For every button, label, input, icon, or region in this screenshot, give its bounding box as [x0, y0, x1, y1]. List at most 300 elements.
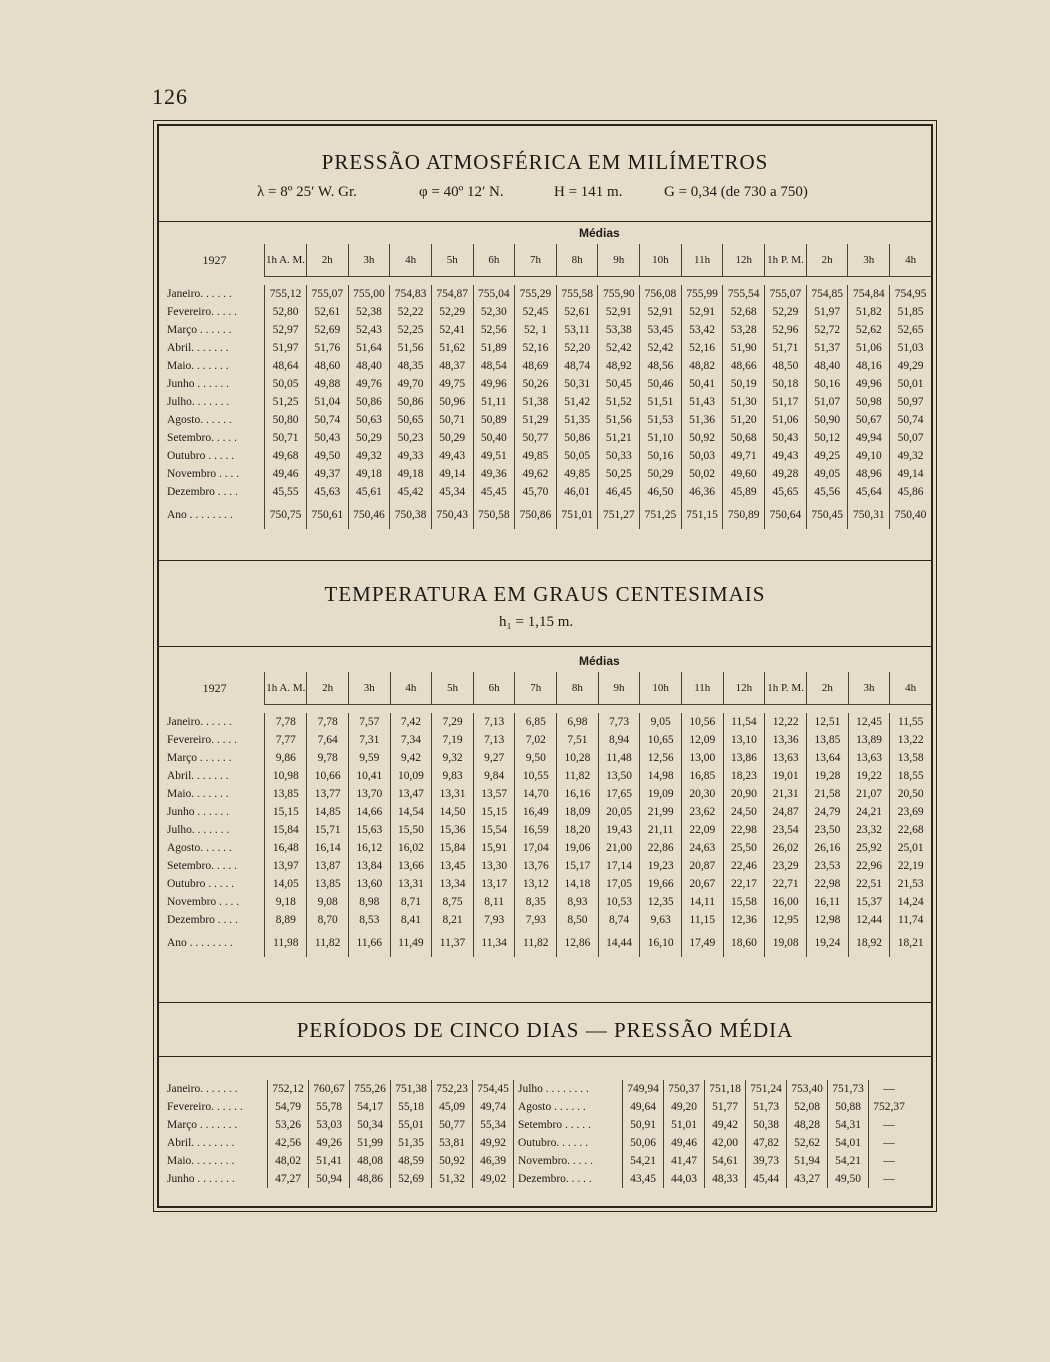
table-cell: 11,98	[265, 929, 307, 957]
table-row	[165, 1170, 909, 1188]
table-cell: 48,86	[350, 1170, 391, 1188]
table-cell: 16,10	[640, 929, 682, 957]
table-cell: 50,16	[640, 447, 682, 465]
table-cell: 750,37	[664, 1080, 705, 1098]
table-cell: 13,85	[807, 731, 849, 749]
table-cell: 7,64	[307, 731, 349, 749]
row-label: Dezembro . . . .	[167, 486, 238, 498]
table-cell: 54,01	[828, 1134, 869, 1152]
table-cell: 24,50	[723, 803, 765, 821]
table-cell: 751,27	[598, 501, 640, 529]
table-cell: 51,04	[306, 393, 348, 411]
table-cell: 51,76	[306, 339, 348, 357]
table-cell: 17,05	[598, 875, 640, 893]
table-cell: 9,84	[473, 767, 515, 785]
table-cell: 49,02	[473, 1170, 514, 1188]
table-cell: 15,54	[473, 821, 515, 839]
table-cell: 7,02	[515, 731, 557, 749]
table-cell: 8,53	[348, 911, 390, 929]
hour-header: 2h	[807, 672, 849, 705]
row-label: Maio. . . . . . .	[167, 788, 229, 800]
table-cell: 43,27	[787, 1170, 828, 1188]
table-cell: 52,41	[431, 321, 473, 339]
table-cell: 24,63	[681, 839, 723, 857]
table-cell: 50,45	[598, 375, 640, 393]
table-cell: 16,16	[557, 785, 599, 803]
table-cell: 755,00	[348, 285, 390, 303]
table-cell: 13,89	[848, 731, 890, 749]
table-cell: 18,92	[848, 929, 890, 957]
table-cell: 21,11	[640, 821, 682, 839]
table-cell: 50,33	[598, 447, 640, 465]
table-cell: —	[869, 1116, 910, 1134]
table-row	[165, 393, 931, 411]
table-cell: 13,63	[848, 749, 890, 767]
table-cell: 45,70	[515, 483, 557, 501]
table-cell: 750,86	[515, 501, 557, 529]
table-cell: 54,21	[623, 1152, 664, 1170]
table-cell: 49,64	[623, 1098, 664, 1116]
table-cell: 19,66	[640, 875, 682, 893]
table-cell: 23,54	[765, 821, 807, 839]
table-cell: 23,53	[807, 857, 849, 875]
latitude: φ = 40º 12′ N.	[419, 184, 504, 200]
table-cell: 50,86	[556, 429, 598, 447]
divider	[159, 1002, 931, 1003]
table-cell: 50,18	[765, 375, 807, 393]
table-cell: 49,51	[473, 447, 515, 465]
table-cell: —	[869, 1080, 910, 1098]
table-cell: 48,69	[515, 357, 557, 375]
tables-frame: PRESSÃO ATMOSFÉRICA EM MILÍMETROS λ = 8º 25′ W. Gr. φ = 40º 12′ N. H = 141 m. G = 0,34 (de 730 a 750) Médias 1927 1h A. M. 2h 3h 4h 5h 6h 7h 8h 9h 10h 11h 12h 1h P. M. 2h 3h 4h Janeiro. . . . . . 755,12 755,07 755,00 754,83 754,87 755,04 755,29 755,58 755,90 756,08 755,99 755,54 755,07 754,85 754,84 754,95 Fevereiro. . . . . 52,80 52,61 52,38 52,22 52,29 52,30 52,45 52,61 52,91 52,91 52,91 52,68 52,29 51,97 51,82 51,85 Março . . . . . . 52,97 52,69 52,43 52,25 52,41 52,56 52, 1 53,11 53,38 53,45 53,42 53,28 52,96 52,72 52,62 52,65 Abril. . . . . . . 51,97 51,76 51,64 51,56 51,62 51,89 52,16 52,20 52,42 52,42 52,16 51,90 51,71 51,37 51,06 51,03 Maio. . . . . . . 48,64 48,60 48,40 48,35 48,37 48,54 48,69 48,74 48,92 48,56 48,82 48,66 48,50 48,40 48,16 49,29 Junho . . . . . . 50,05 49,88 49,76 49,70 49,75 49,96 50,26 50,31 50,45 50,46 50,41 50,19 50,18 50,16 49,96 50,01 Julho. . . . . . . 51,25 51,04 50,86 50,86 50,96 51,11 51,38 51,42 51,52 51,51 51,43 51,30 51,17 51,07 50,98 50,97 Agosto. . . . . . 50,80 50,74 50,63 50,65 50,71 50,89 51,29 51,35 51,56 51,53 51,36 51,20 51,06 50,90 50,67 50,74 Setembro. . . . . 50,71 50,43 50,29 50,23 50,29 50,40 50,77 50,86 51,21 51,10 50,92 50,68 50,43 50,12 49,94 50,07 Outubro . . . . . 49,68 49,50 49,32 49,33 49,43 49,51 49,85 50,05 50,33 50,16 50,03 49,71 49,43 49,25 49,10 49,32 Novembro . . . . 49,46 49,37 49,18 49,18 49,14 49,36 49,62 49,85 50,25 50,29 50,02 49,60 49,28 49,05 48,96 49,14 Dezembro . . . . 45,55 45,63 45,61 45,42 45,34 45,45 45,70 46,01 46,45 46,50 46,36 45,89 45,65 45,56 45,64 45,86 Ano . . . . . . . . 750,75 750,61 750,46 750,38 750,43 750,58 750,86 751,01 751,27 751,25 751,15 750,89 750,64 750,45 750,31 750,40 TEMPERATURA EM GRAUS CENTESIMAIS h₁ = 1,15 m. Médias 1927 1h A. M. 2h 3h 4h 5h 6h 7h 8h 9h 10h 11h 12h 1h P. M. 2h 3h 4h Janeiro. . . . . . 7,78 7,78 7,57 7,42 7,29 7,13 6,85 6,98 7,73 9,05 10,56 11,54 12,22 12,51 12,45 11,55 Fevereiro. . . . . 7,77 7,64 7,31 7,34 7,19 7,13 7,02 7,51 8,94 10,65 12,09 13,10 13,36 13,85 13,89 13,22 Março . . . . . . 9,86 9,78 9,59 9,42 9,32 9,27 9,50 10,28 11,48 12,56 13,00 13,86 13,63 13,64 13,63 13,58 Abril. . . . . . . 10,98 10,66 10,41 10,09 9,83 9,84 10,55 11,82 13,50 14,98 16,85 18,23 19,01 19,28 19,22 18,55 Maio. . . . . . . 13,85 13,77 13,70 13,47 13,31 13,57 14,70 16,16 17,65 19,09 20,30 20,90 21,31 21,58 21,07 20,50 Junho . . . . . . 15,15 14,85 14,66 14,54 14,50 15,15 16,49 18,09 20,05 21,99 23,62 24,50 24,87 24,79 24,21 23,69 Julho. . . . . . . 15,84 15,71 15,63 15,50 15,36 15,54 16,59 18,20 19,43 21,11 22,09 22,98 23,54 23,50 23,32 22,68 Agosto. . . . . . 16,48 16,14 16,12 16,02 15,84 15,91 17,04 19,06 21,00 22,86 24,63 25,50 26,02 26,16 25,92 25,01 Setembro. . . . . 13,97 13,87 13,84 13,66 13,45 13,30 13,76 15,17 17,14 19,23 20,87 22,46 23,29 23,53 22,96 22,19 Outubro . . . . . 14,05 13,85 13,60 13,31 13,34 13,17 13,12 14,18 17,05 19,66 20,67 22,17 22,71 22,98 22,51 21,53 Novembro . . . . 9,18 9,08 8,98 8,71 8,75 8,11 8,35 8,93 10,53 12,35 14,11 15,58 16,00 16,11 15,37 14,24 Dezembro . . . . 8,89 8,70 8,53 8,41 8,21 7,93 7,93 8,50 8,74 9,63 11,15 12,36 12,95 12,98 12,44 11,74 Ano . . . . . . . . 11,98 11,82 11,66 11,49 11,37 11,34 11,82 12,86 14,44 16,10 17,49 18,60 19,08 19,24 18,92 18,21 PERÍODOS DE CINCO DIAS — PRESSÃO MÉDIA Janeiro. . . . . . . 752,12 760,67 755,26 751,38 752,23 754,45 Julho . . . . . . . . 749,94 750,37 751,18 751,24 753,40 751,73 — Fevereiro. . . . . . 54,79 55,78 54,17 55,18 45,09 49,74 Agosto . . . . . . 49,64 49,20 51,77 51,73 52,08 50,88 752,37 Março . . . . . . . 53,26 53,03 50,34 55,01 50,77 55,34 Setembro . . . . . 50,91 51,01 49,42 50,38 48,28 54,31 — Abril. . . . . . . . 42,56 49,26 51,99 51,35 53,81 49,92 Outubro. . . . . . 50,06 49,46 42,00 47,82 52,62 54,01 — Maio. . . . . . . . 48,02 51,41 48,08 48,59 50,92 46,39 Novembro. . . . . 54,21 41,47 54,61 39,73 51,94 54,21 — Junho . . . . . . . 47,27 50,94 48,86 52,69 51,32 49,02 Dezembro. . . . . 43,45 44,03 48,33 45,44 43,27 49,50 —	[157, 124, 933, 1208]
table-cell: 49,85	[556, 465, 598, 483]
table-cell: 755,07	[765, 285, 807, 303]
table-cell: 14,18	[557, 875, 599, 893]
hour-header: 1h P. M.	[765, 244, 807, 277]
table-cell: 22,68	[890, 821, 931, 839]
table-cell: 51,77	[705, 1098, 746, 1116]
table-cell: 48,33	[705, 1170, 746, 1188]
table-cell: 52,69	[391, 1170, 432, 1188]
table-cell: 18,60	[723, 929, 765, 957]
table-cell: 755,07	[306, 285, 348, 303]
table-cell: 53,38	[598, 321, 640, 339]
divider	[159, 1056, 931, 1057]
table-cell: 22,98	[807, 875, 849, 893]
table-cell: 752,37	[869, 1098, 910, 1116]
table-cell: 13,77	[307, 785, 349, 803]
table-row	[165, 893, 931, 911]
table-cell: 754,83	[390, 285, 432, 303]
row-label: Março . . . . . .	[167, 324, 232, 336]
table-cell: 19,22	[848, 767, 890, 785]
annual-row	[165, 501, 931, 529]
table-cell: 45,09	[432, 1098, 473, 1116]
table-cell: 16,12	[348, 839, 390, 857]
table-cell: 754,87	[431, 285, 473, 303]
table-cell: 11,49	[390, 929, 432, 957]
table-cell: 21,31	[765, 785, 807, 803]
row-label: Abril. . . . . . .	[167, 342, 229, 354]
table-cell: 9,83	[432, 767, 474, 785]
table-cell: 50,68	[723, 429, 765, 447]
table-cell: 10,98	[265, 767, 307, 785]
table-row	[165, 731, 931, 749]
table-cell: 12,56	[640, 749, 682, 767]
table-cell: 7,13	[473, 731, 515, 749]
table-cell: 756,08	[640, 285, 682, 303]
table-cell: 50,67	[848, 411, 890, 429]
table-cell: 750,45	[806, 501, 848, 529]
table-cell: 17,14	[598, 857, 640, 875]
table-cell: 10,66	[307, 767, 349, 785]
table-cell: 9,05	[640, 713, 682, 731]
table-cell: 21,00	[598, 839, 640, 857]
table-cell: 50,88	[828, 1098, 869, 1116]
hour-header: 11h	[681, 672, 723, 705]
table-cell: 51,64	[348, 339, 390, 357]
table-cell: 24,21	[848, 803, 890, 821]
table-cell: 18,23	[723, 767, 765, 785]
table-cell: 51,42	[556, 393, 598, 411]
table-cell: 48,54	[473, 357, 515, 375]
table-cell: 755,29	[515, 285, 557, 303]
table-cell: 12,86	[557, 929, 599, 957]
table-cell: 13,17	[473, 875, 515, 893]
table-cell: 13,47	[390, 785, 432, 803]
table-cell: 50,92	[432, 1152, 473, 1170]
table-cell: 48,64	[265, 357, 307, 375]
table-cell: 49,14	[890, 465, 931, 483]
table-cell: 16,48	[265, 839, 307, 857]
table-cell: 50,41	[681, 375, 723, 393]
table-cell: 11,82	[557, 767, 599, 785]
table-row	[165, 1134, 909, 1152]
hour-header: 7h	[515, 672, 557, 705]
table-cell: 7,19	[432, 731, 474, 749]
table-cell: 50,92	[681, 429, 723, 447]
table-cell: 49,14	[431, 465, 473, 483]
table-cell: 54,79	[268, 1098, 309, 1116]
table-cell: 52,30	[473, 303, 515, 321]
table-row	[165, 447, 931, 465]
table-cell: 50,19	[723, 375, 765, 393]
row-label: Abril. . . . . . .	[167, 770, 229, 782]
table-cell: 8,35	[515, 893, 557, 911]
periods-title: PERÍODOS DE CINCO DIAS — PRESSÃO MÉDIA	[296, 1018, 794, 1042]
table-cell: 22,98	[723, 821, 765, 839]
hour-header: 4h	[390, 672, 432, 705]
table-cell: 43,45	[623, 1170, 664, 1188]
table-cell: 750,31	[848, 501, 890, 529]
table-cell: 50,77	[515, 429, 557, 447]
table-cell: 12,36	[723, 911, 765, 929]
table-cell: 23,62	[681, 803, 723, 821]
table-cell: 50,86	[348, 393, 390, 411]
row-label: Fevereiro. . . . . .	[167, 1101, 243, 1113]
table-row	[165, 713, 931, 731]
table-cell: 45,63	[306, 483, 348, 501]
table-cell: 19,09	[640, 785, 682, 803]
table-cell: 53,81	[432, 1134, 473, 1152]
table-cell: 52,45	[515, 303, 557, 321]
hour-header: 3h	[348, 244, 390, 277]
table-cell: 13,63	[765, 749, 807, 767]
table-cell: 13,00	[681, 749, 723, 767]
table-cell: 51,41	[309, 1152, 350, 1170]
table-cell: 50,71	[265, 429, 307, 447]
table-cell: 751,01	[556, 501, 598, 529]
table-cell: 49,10	[848, 447, 890, 465]
table-row	[165, 285, 931, 303]
table-cell: 751,18	[705, 1080, 746, 1098]
table-cell: 48,74	[556, 357, 598, 375]
table-cell: 13,50	[598, 767, 640, 785]
table-cell: 7,42	[390, 713, 432, 731]
table-cell: 49,33	[390, 447, 432, 465]
gravity-correction: G = 0,34 (de 730 a 750)	[664, 184, 808, 200]
row-label: Junho . . . . . .	[167, 378, 229, 390]
divider	[159, 646, 931, 647]
table-cell: 750,38	[390, 501, 432, 529]
periods-table	[165, 1080, 909, 1188]
table-cell: 7,78	[265, 713, 307, 731]
table-cell: 51,99	[350, 1134, 391, 1152]
table-cell: 49,36	[473, 465, 515, 483]
row-label: Novembro. . . . .	[514, 1152, 623, 1170]
hour-header: 4h	[390, 244, 432, 277]
table-cell: 11,48	[598, 749, 640, 767]
table-cell: 15,17	[557, 857, 599, 875]
table-cell: 21,58	[807, 785, 849, 803]
table-row	[165, 1080, 909, 1098]
table-cell: 46,01	[556, 483, 598, 501]
hour-header: 6h	[473, 244, 515, 277]
table-cell: 13,10	[723, 731, 765, 749]
row-label: Setembro. . . . .	[167, 432, 237, 444]
table-cell: 24,79	[807, 803, 849, 821]
table-cell: 48,40	[806, 357, 848, 375]
table-cell: 21,53	[890, 875, 931, 893]
table-row	[165, 411, 931, 429]
table-cell: 9,63	[640, 911, 682, 929]
divider	[159, 221, 931, 222]
table-cell: 52,20	[556, 339, 598, 357]
table-cell: 50,65	[390, 411, 432, 429]
table-cell: 51,10	[640, 429, 682, 447]
table-cell: 49,75	[431, 375, 473, 393]
table-cell: 51,89	[473, 339, 515, 357]
row-label: Outubro. . . . . .	[514, 1134, 623, 1152]
table-cell: 48,50	[765, 357, 807, 375]
table-cell: 15,84	[265, 821, 307, 839]
table-cell: 9,59	[348, 749, 390, 767]
table-cell: 42,56	[268, 1134, 309, 1152]
hour-header: 3h	[348, 672, 390, 705]
table-cell: 16,14	[307, 839, 349, 857]
row-label: Novembro . . . .	[167, 468, 240, 480]
table-cell: 22,19	[890, 857, 931, 875]
table-cell: 8,70	[307, 911, 349, 929]
table-cell: 49,76	[348, 375, 390, 393]
table-cell: 751,25	[640, 501, 682, 529]
table-cell: 53,28	[723, 321, 765, 339]
table-cell: 48,16	[848, 357, 890, 375]
table-cell: 755,26	[350, 1080, 391, 1098]
table-cell: 52, 1	[515, 321, 557, 339]
table-cell: 50,89	[473, 411, 515, 429]
table-cell: 755,90	[598, 285, 640, 303]
table-cell: 16,59	[515, 821, 557, 839]
row-label: Janeiro. . . . . . .	[167, 1083, 238, 1095]
row-label: Setembro . . . . .	[514, 1116, 623, 1134]
table-cell: 49,62	[515, 465, 557, 483]
table-cell: 51,37	[806, 339, 848, 357]
table-cell: 22,51	[848, 875, 890, 893]
hour-header: 1h P. M.	[765, 672, 807, 705]
table-cell: 48,08	[350, 1152, 391, 1170]
table-cell: 47,27	[268, 1170, 309, 1188]
table-cell: 8,21	[432, 911, 474, 929]
table-cell: 50,77	[432, 1116, 473, 1134]
hour-header: 12h	[723, 672, 765, 705]
table-cell: 50,90	[806, 411, 848, 429]
table-cell: 9,86	[265, 749, 307, 767]
table-cell: 11,55	[890, 713, 931, 731]
table-cell: 20,05	[598, 803, 640, 821]
table-cell: 10,09	[390, 767, 432, 785]
table-cell: 22,09	[681, 821, 723, 839]
table-cell: 52,97	[265, 321, 307, 339]
table-cell: 48,96	[848, 465, 890, 483]
table-cell: 50,29	[348, 429, 390, 447]
table-cell: 19,24	[807, 929, 849, 957]
table-cell: 52,80	[265, 303, 307, 321]
table-cell: 49,32	[890, 447, 931, 465]
table-cell: 45,55	[265, 483, 307, 501]
table-cell: 15,15	[265, 803, 307, 821]
table-cell: 20,30	[681, 785, 723, 803]
table-cell: 52,91	[681, 303, 723, 321]
table-cell: 10,55	[515, 767, 557, 785]
table-cell: 51,06	[765, 411, 807, 429]
table-cell: 49,50	[828, 1170, 869, 1188]
table-cell: 8,94	[598, 731, 640, 749]
table-cell: 8,71	[390, 893, 432, 911]
row-label: Fevereiro. . . . .	[167, 734, 237, 746]
table-cell: 16,02	[390, 839, 432, 857]
table-cell: 14,44	[598, 929, 640, 957]
table-cell: 25,50	[723, 839, 765, 857]
row-label: Julho . . . . . . . .	[514, 1080, 623, 1098]
table-cell: 52,62	[787, 1134, 828, 1152]
table-row	[165, 749, 931, 767]
hour-header: 9h	[598, 244, 640, 277]
table-cell: 7,57	[348, 713, 390, 731]
table-cell: 50,86	[390, 393, 432, 411]
hour-header: 6h	[473, 672, 515, 705]
table-cell: 12,45	[848, 713, 890, 731]
year-header: 1927	[202, 252, 227, 267]
table-cell: 12,35	[640, 893, 682, 911]
table-row	[165, 1152, 909, 1170]
table-cell: 13,70	[348, 785, 390, 803]
table-cell: 14,98	[640, 767, 682, 785]
table-cell: 20,50	[890, 785, 931, 803]
table-cell: 48,56	[640, 357, 682, 375]
table-cell: 15,50	[390, 821, 432, 839]
table-cell: 52,16	[515, 339, 557, 357]
table-row	[165, 767, 931, 785]
table-cell: 750,46	[348, 501, 390, 529]
table-cell: 19,28	[807, 767, 849, 785]
table-cell: 51,56	[390, 339, 432, 357]
table-cell: 50,74	[306, 411, 348, 429]
table-cell: 13,87	[307, 857, 349, 875]
table-cell: 51,03	[890, 339, 931, 357]
table-cell: 19,43	[598, 821, 640, 839]
table-cell: 13,60	[348, 875, 390, 893]
table-cell: 13,84	[348, 857, 390, 875]
table-cell: 25,92	[848, 839, 890, 857]
table-cell: 50,63	[348, 411, 390, 429]
table-cell: 750,75	[265, 501, 307, 529]
table-cell: 50,71	[431, 411, 473, 429]
table-cell: 53,26	[268, 1116, 309, 1134]
table-cell: 22,17	[723, 875, 765, 893]
table-cell: 52,42	[598, 339, 640, 357]
table-cell: 53,45	[640, 321, 682, 339]
table-cell: 52,38	[348, 303, 390, 321]
table-cell: 47,82	[746, 1134, 787, 1152]
row-label: Maio. . . . . . .	[167, 360, 229, 372]
table-cell: —	[869, 1134, 910, 1152]
table-cell: 49,29	[890, 357, 931, 375]
table-cell: 7,78	[307, 713, 349, 731]
table-cell: 49,60	[723, 465, 765, 483]
table-cell: 49,18	[390, 465, 432, 483]
pressure-title: PRESSÃO ATMOSFÉRICA EM MILÍMETROS	[321, 150, 769, 174]
table-cell: 22,86	[640, 839, 682, 857]
row-label: Outubro . . . . .	[167, 878, 235, 890]
table-cell: 50,06	[623, 1134, 664, 1152]
table-cell: 50,03	[681, 447, 723, 465]
table-cell: 755,04	[473, 285, 515, 303]
table-cell: 52,43	[348, 321, 390, 339]
table-row	[165, 911, 931, 929]
table-cell: 49,26	[309, 1134, 350, 1152]
table-cell: 48,35	[390, 357, 432, 375]
table-cell: 51,52	[598, 393, 640, 411]
table-cell: 51,29	[515, 411, 557, 429]
table-cell: 21,99	[640, 803, 682, 821]
table-cell: 23,32	[848, 821, 890, 839]
table-cell: 13,85	[265, 785, 307, 803]
table-cell: 54,17	[350, 1098, 391, 1116]
table-cell: 10,65	[640, 731, 682, 749]
table-cell: 14,54	[390, 803, 432, 821]
table-cell: 19,06	[557, 839, 599, 857]
table-cell: 14,70	[515, 785, 557, 803]
year-header: 1927	[202, 680, 227, 695]
table-cell: 51,21	[598, 429, 640, 447]
table-cell: 11,82	[307, 929, 349, 957]
table-cell: 51,01	[664, 1116, 705, 1134]
table-cell: 50,34	[350, 1116, 391, 1134]
table-cell: 55,78	[309, 1098, 350, 1116]
table-cell: 49,28	[765, 465, 807, 483]
table-cell: 50,46	[640, 375, 682, 393]
